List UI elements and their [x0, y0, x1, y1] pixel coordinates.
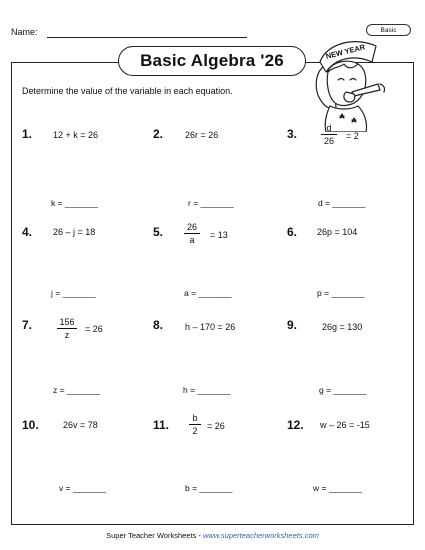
- fraction: [57, 317, 77, 340]
- footer-url-link[interactable]: www.superteacherworksheets.com: [202, 531, 319, 540]
- fraction-denominator: 26: [323, 136, 334, 146]
- fraction: [184, 222, 200, 245]
- problem-number: 12.: [287, 418, 304, 432]
- footer: [0, 531, 425, 540]
- answer-line: k = _______: [51, 198, 99, 208]
- fraction-denominator: z: [64, 330, 70, 340]
- equation: 26 – j = 18: [53, 227, 96, 237]
- problem-number: 3.: [287, 127, 298, 141]
- new-year-girl-illustration-icon: [296, 22, 388, 132]
- problem-number: 8.: [153, 318, 164, 332]
- equation-tail: = 26: [85, 324, 103, 334]
- equation-tail: = 13: [210, 230, 228, 240]
- answer-line: z = _______: [53, 385, 101, 395]
- equation: 26g = 130: [322, 322, 363, 332]
- answer-line: j = _______: [51, 288, 96, 298]
- fraction-denominator: 2: [192, 426, 198, 436]
- level-badge: Basic: [366, 24, 411, 36]
- equation: 26v = 78: [63, 420, 98, 430]
- problem-number: 7.: [22, 318, 33, 332]
- name-line: [47, 37, 247, 38]
- equation-tail: = 2: [346, 131, 359, 141]
- answer-line: d = _______: [318, 198, 366, 208]
- fraction-numerator: 26: [184, 222, 200, 234]
- fraction-numerator: d: [321, 123, 337, 135]
- page-title: Basic Algebra '26: [118, 46, 306, 76]
- problem-number: 10.: [22, 418, 39, 432]
- footer-separator: -: [196, 531, 203, 540]
- fraction: [189, 413, 201, 436]
- problem-number: 1.: [22, 127, 33, 141]
- equation: 26p = 104: [317, 227, 358, 237]
- answer-line: b = _______: [185, 483, 233, 493]
- problem-number: 5.: [153, 225, 164, 239]
- equation: h – 170 = 26: [185, 322, 236, 332]
- hat-text: NEW YEAR: [324, 42, 367, 61]
- equation: 12 + k = 26: [53, 130, 99, 140]
- name-label: Name:: [11, 27, 38, 37]
- equation-tail: = 26: [207, 421, 225, 431]
- answer-line: h = _______: [183, 385, 231, 395]
- problem-number: 11.: [153, 418, 170, 432]
- answer-line: w = _______: [313, 483, 362, 493]
- equation: w – 26 = -15: [320, 420, 370, 430]
- problem-number: 9.: [287, 318, 298, 332]
- footer-brand: Super Teacher Worksheets: [106, 531, 197, 540]
- problem-number: 6.: [287, 225, 298, 239]
- answer-line: v = _______: [59, 483, 107, 493]
- instructions: Determine the value of the variable in each equation.: [22, 86, 233, 96]
- problem-number: 4.: [22, 225, 33, 239]
- fraction-numerator: b: [189, 413, 201, 425]
- fraction-denominator: a: [189, 235, 195, 245]
- fraction-numerator: 156: [57, 317, 77, 329]
- fraction: [321, 123, 337, 146]
- answer-line: r = _______: [188, 198, 234, 208]
- answer-line: g = _______: [319, 385, 367, 395]
- equation: 26r = 26: [185, 130, 219, 140]
- answer-line: p = _______: [317, 288, 365, 298]
- problem-number: 2.: [153, 127, 164, 141]
- answer-line: a = _______: [184, 288, 232, 298]
